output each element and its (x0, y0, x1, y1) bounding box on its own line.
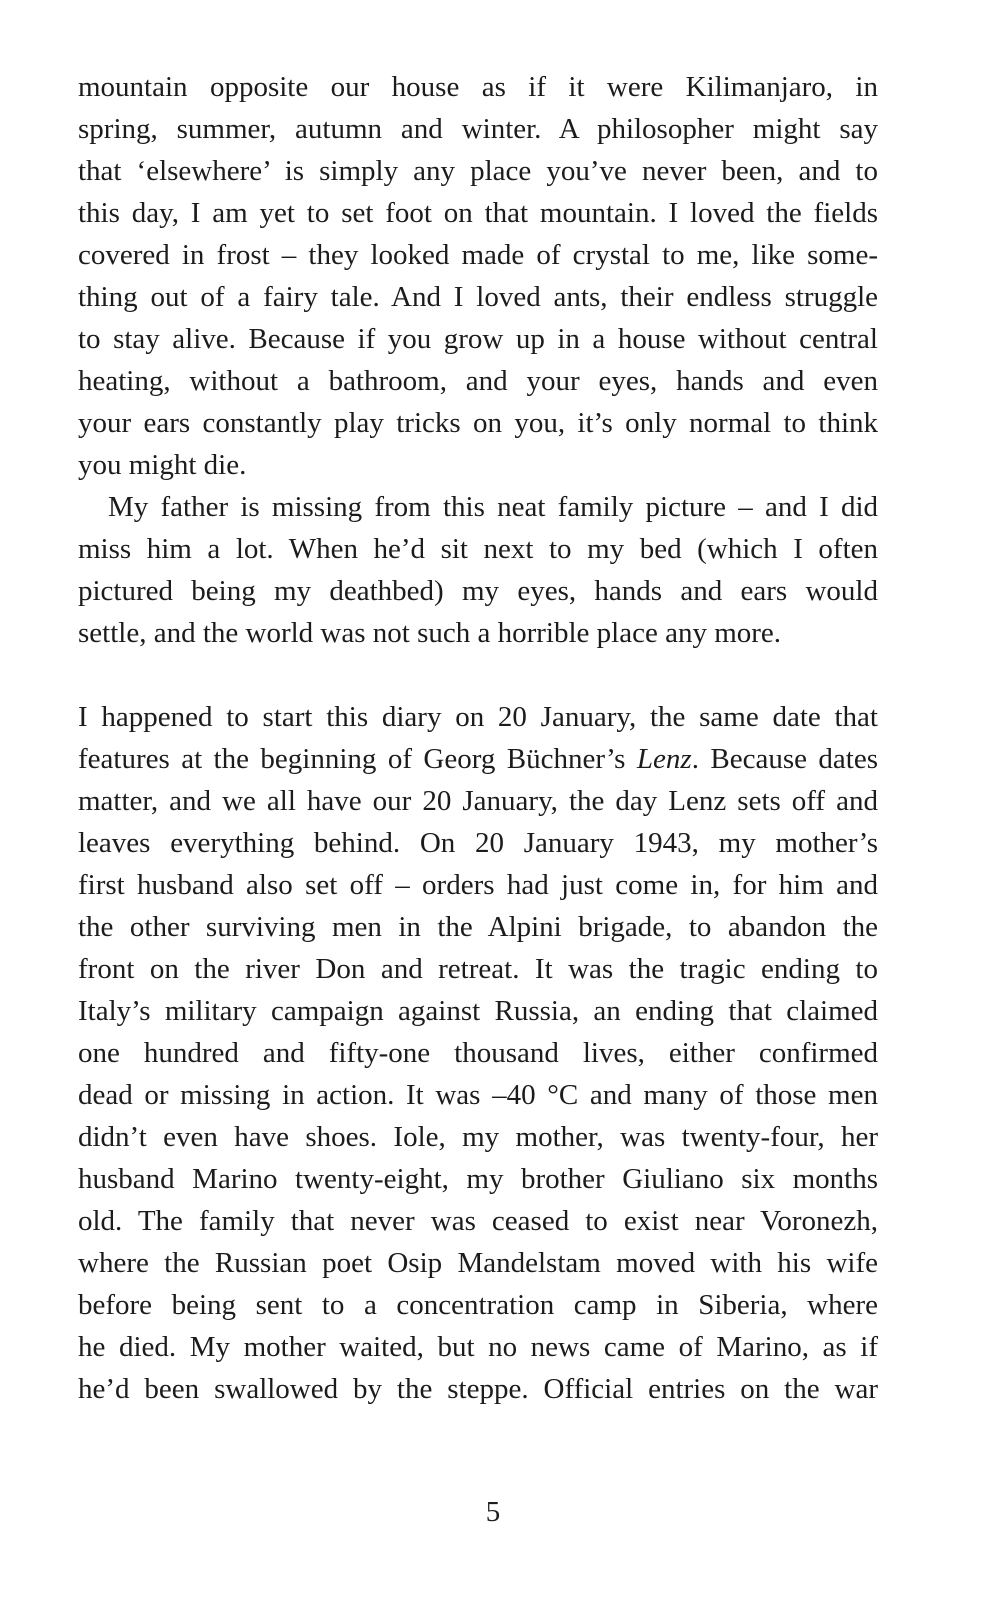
text-line: he died. My mother waited, but no news came of Marino, as if (78, 1331, 878, 1363)
text-line: before being sent to a concentration camp in Siberia, where (78, 1289, 878, 1321)
text-line: matter, and we all have our 20 January, the day Lenz sets off and (78, 785, 878, 817)
text-line: dead or missing in action. It was –40 °C and many of those men (78, 1079, 878, 1111)
text-line: your ears constantly play tricks on you, it’s only normal to think (78, 407, 878, 439)
text-line: where the Russian poet Osip Mandelstam moved with his wife (78, 1247, 878, 1279)
text-line: to stay alive. Because if you grow up in a house without central (78, 323, 878, 355)
text-line: mountain opposite our house as if it were Kilimanjaro, in (78, 71, 878, 103)
text-line: pictured being my deathbed) my eyes, hands and ears would (78, 575, 878, 607)
text-line: old. The family that never was ceased to exist near Voronezh, (78, 1205, 878, 1237)
text-span: . Because dates (691, 743, 879, 775)
text-line: leaves everything behind. On 20 January 1943, my mother’s (78, 827, 878, 859)
text-line: first husband also set off – orders had just come in, for him and (78, 869, 878, 901)
text-line: this day, I am yet to set foot on that mountain. I loved the fields (78, 197, 878, 229)
text-line (78, 738, 878, 780)
text-line: settle, and the world was not such a horrible place any more. (78, 617, 782, 649)
page-number: 5 (485, 1496, 501, 1528)
text-line: My father is missing from this neat family picture – and I did (108, 491, 878, 523)
text-line: miss him a lot. When he’d sit next to my bed (which I often (78, 533, 878, 565)
text-span: features at the beginning of Georg Büchner’s (78, 743, 626, 775)
text-line: spring, summer, autumn and winter. A philosopher might say (78, 113, 878, 145)
text-line: husband Marino twenty-eight, my brother Giuliano six months (78, 1163, 878, 1195)
text-line: thing out of a fairy tale. And I loved ants, their endless struggle (78, 281, 878, 313)
text-line: he’d been swallowed by the steppe. Official entries on the war (78, 1373, 878, 1405)
text-line: Italy’s military campaign against Russia, an ending that claimed (78, 995, 878, 1027)
text-line: the other surviving men in the Alpini brigade, to abandon the (78, 911, 878, 943)
text-line: front on the river Don and retreat. It was the tragic ending to (78, 953, 878, 985)
text-line: didn’t even have shoes. Iole, my mother, was twenty-four, her (78, 1121, 878, 1153)
text-line: heating, without a bathroom, and your eyes, hands and even (78, 365, 878, 397)
book-title: Lenz (636, 743, 692, 775)
text-line: that ‘elsewhere’ is simply any place you’ve never been, and to (78, 155, 878, 187)
text-line: covered in frost – they looked made of crystal to me, like some- (78, 239, 878, 271)
text-line: you might die. (78, 449, 247, 481)
text-line: I happened to start this diary on 20 January, the same date that (78, 701, 878, 733)
text-line: one hundred and fifty-one thousand lives, either confirmed (78, 1037, 878, 1069)
